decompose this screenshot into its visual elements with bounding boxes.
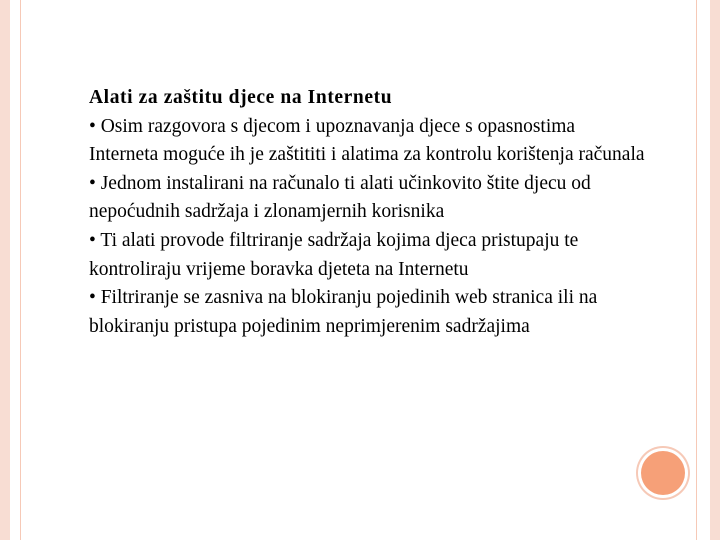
- right-frame-line: [696, 0, 697, 540]
- left-frame-line: [20, 0, 21, 540]
- bullet-item-1: • Osim razgovora s djecom i upoznavanja djece s opasnostima Interneta moguće ih je zaštititi i alatima za kontrolu korištenja računala: [89, 115, 645, 166]
- bullet-item-4: • Filtriranje se zasniva na blokiranju pojedinih web stranica ili na blokiranju pristupa pojedinim neprimjerenim sadržajima: [89, 287, 598, 337]
- orange-circle-decoration: [641, 451, 685, 495]
- bullet-item-2: • Jednom instalirani na računalo ti alati učinkovito štite djecu od nepoćudnih sadržaja i zlonamjernih korisnika: [89, 172, 591, 223]
- bullet-item-3: • Ti alati provode filtriranje sadržaja kojima djeca pristupaju te kontroliraju vrijeme boravka djeteta na Internetu: [89, 229, 579, 280]
- slide-text-block: [89, 84, 649, 341]
- slide-title: Alati za zaštitu djece na Internetu: [89, 87, 393, 108]
- left-decorative-band: [0, 0, 10, 540]
- right-decorative-band: [710, 0, 720, 540]
